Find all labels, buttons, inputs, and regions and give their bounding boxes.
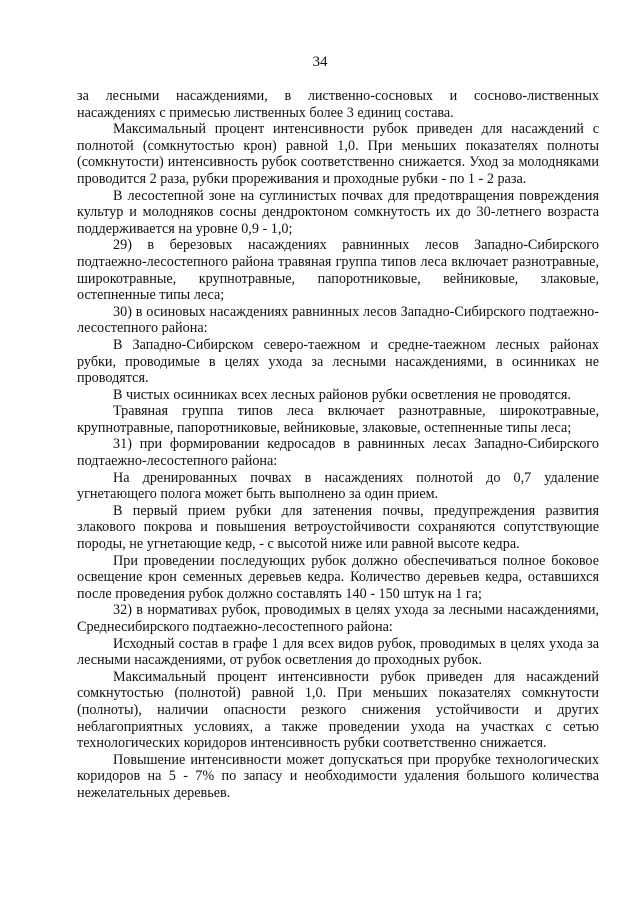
paragraph: Повышение интенсивности может допускаться при прорубке технологических коридоров на 5 - 7% по запасу и необходимости удаления большого количества нежелательных деревьев. — [77, 751, 599, 801]
paragraph: На дренированных почвах в насаждениях полнотой до 0,7 удаление угнетающего полога может быть выполнено за один прием. — [77, 469, 599, 503]
paragraph: В первый прием рубки для затенения почвы, предупреждения развития злакового покрова и повышения ветроустойчивости сохраняются сопутствующие породы, не угнетающие кедр, - с высотой ниже или равной высоте кедра. — [77, 502, 599, 553]
paragraph: В Западно-Сибирском северо-таежном и средне-таежном лесных районах рубки, проводимые в целях ухода за лесными насаждениями, в осинниках не проводятся. — [77, 336, 599, 387]
paragraph: 29) в березовых насаждениях равнинных лесов Западно-Сибирского подтаежно-лесостепного района травяная группа типов леса включает разнотравные, широкотравные, крупнотравные, папоротниковые, вейниковые, злаковые, остепненные типы леса; — [77, 237, 599, 304]
page-number: 34 — [312, 54, 328, 70]
paragraph: за лесными насаждениями, в лиственно-сосновых и сосново-лиственных насаждениях с примесью лиственных более 3 единиц состава. — [77, 88, 599, 121]
paragraph: Максимальный процент интенсивности рубок приведен для насаждений с полнотой (сомкнутостью крон) равной 1,0. При меньших показателях полноты (сомкнутости) интенсивность рубок соответственно снижается. Уход за молодняками проводится 2 раза, рубки прореживания и проходные рубки - по 1 - 2 раза. — [77, 121, 599, 187]
paragraph: 30) в осиновых насаждениях равнинных лесов Западно-Сибирского подтаежно-лесостепного района: — [77, 303, 599, 337]
paragraph: Травяная группа типов леса включает разнотравные, широкотравные, крупнотравные, папоротниковые, вейниковые, злаковые, остепненные типы леса; — [77, 403, 599, 436]
paragraph: В чистых осинниках всех лесных районов рубки осветления не проводятся. — [113, 386, 571, 403]
paragraph: Максимальный процент интенсивности рубок приведен для насаждений сомкнутостью (полнотой) равной 1,0. При меньших показателях сомкнутости (полноты), наличии опасности резкого снижения устойчивости и других неблагоприятных условиях, а также проведении ухода на участках с сетью технологических коридоров интенсивность рубки соответственно снижается. — [77, 668, 599, 752]
paragraph: В лесостепной зоне на суглинистых почвах для предотвращения повреждения культур и молодняков сосны дендроктоном сомкнутость их до 30-летнего возраста поддерживается на уровне 0,9 - 1,0; — [77, 187, 599, 237]
paragraph: При проведении последующих рубок должно обеспечиваться полное боковое освещение крон семенных деревьев кедра. Количество деревьев кедра, оставшихся после проведения рубок должно составлять 140 - 150 штук на 1 га; — [77, 552, 599, 602]
paragraph: 32) в нормативах рубок, проводимых в целях ухода за лесными насаждениями, Среднесибирского подтаежно-лесостепного района: — [77, 602, 599, 635]
paragraph: Исходный состав в графе 1 для всех видов рубок, проводимых в целях ухода за лесными насаждениями, от рубок осветления до проходных рубок. — [77, 635, 599, 669]
document-body — [77, 88, 599, 802]
paragraph: 31) при формировании кедросадов в равнинных лесах Западно-Сибирского подтаежно-лесостепного района: — [77, 436, 599, 470]
